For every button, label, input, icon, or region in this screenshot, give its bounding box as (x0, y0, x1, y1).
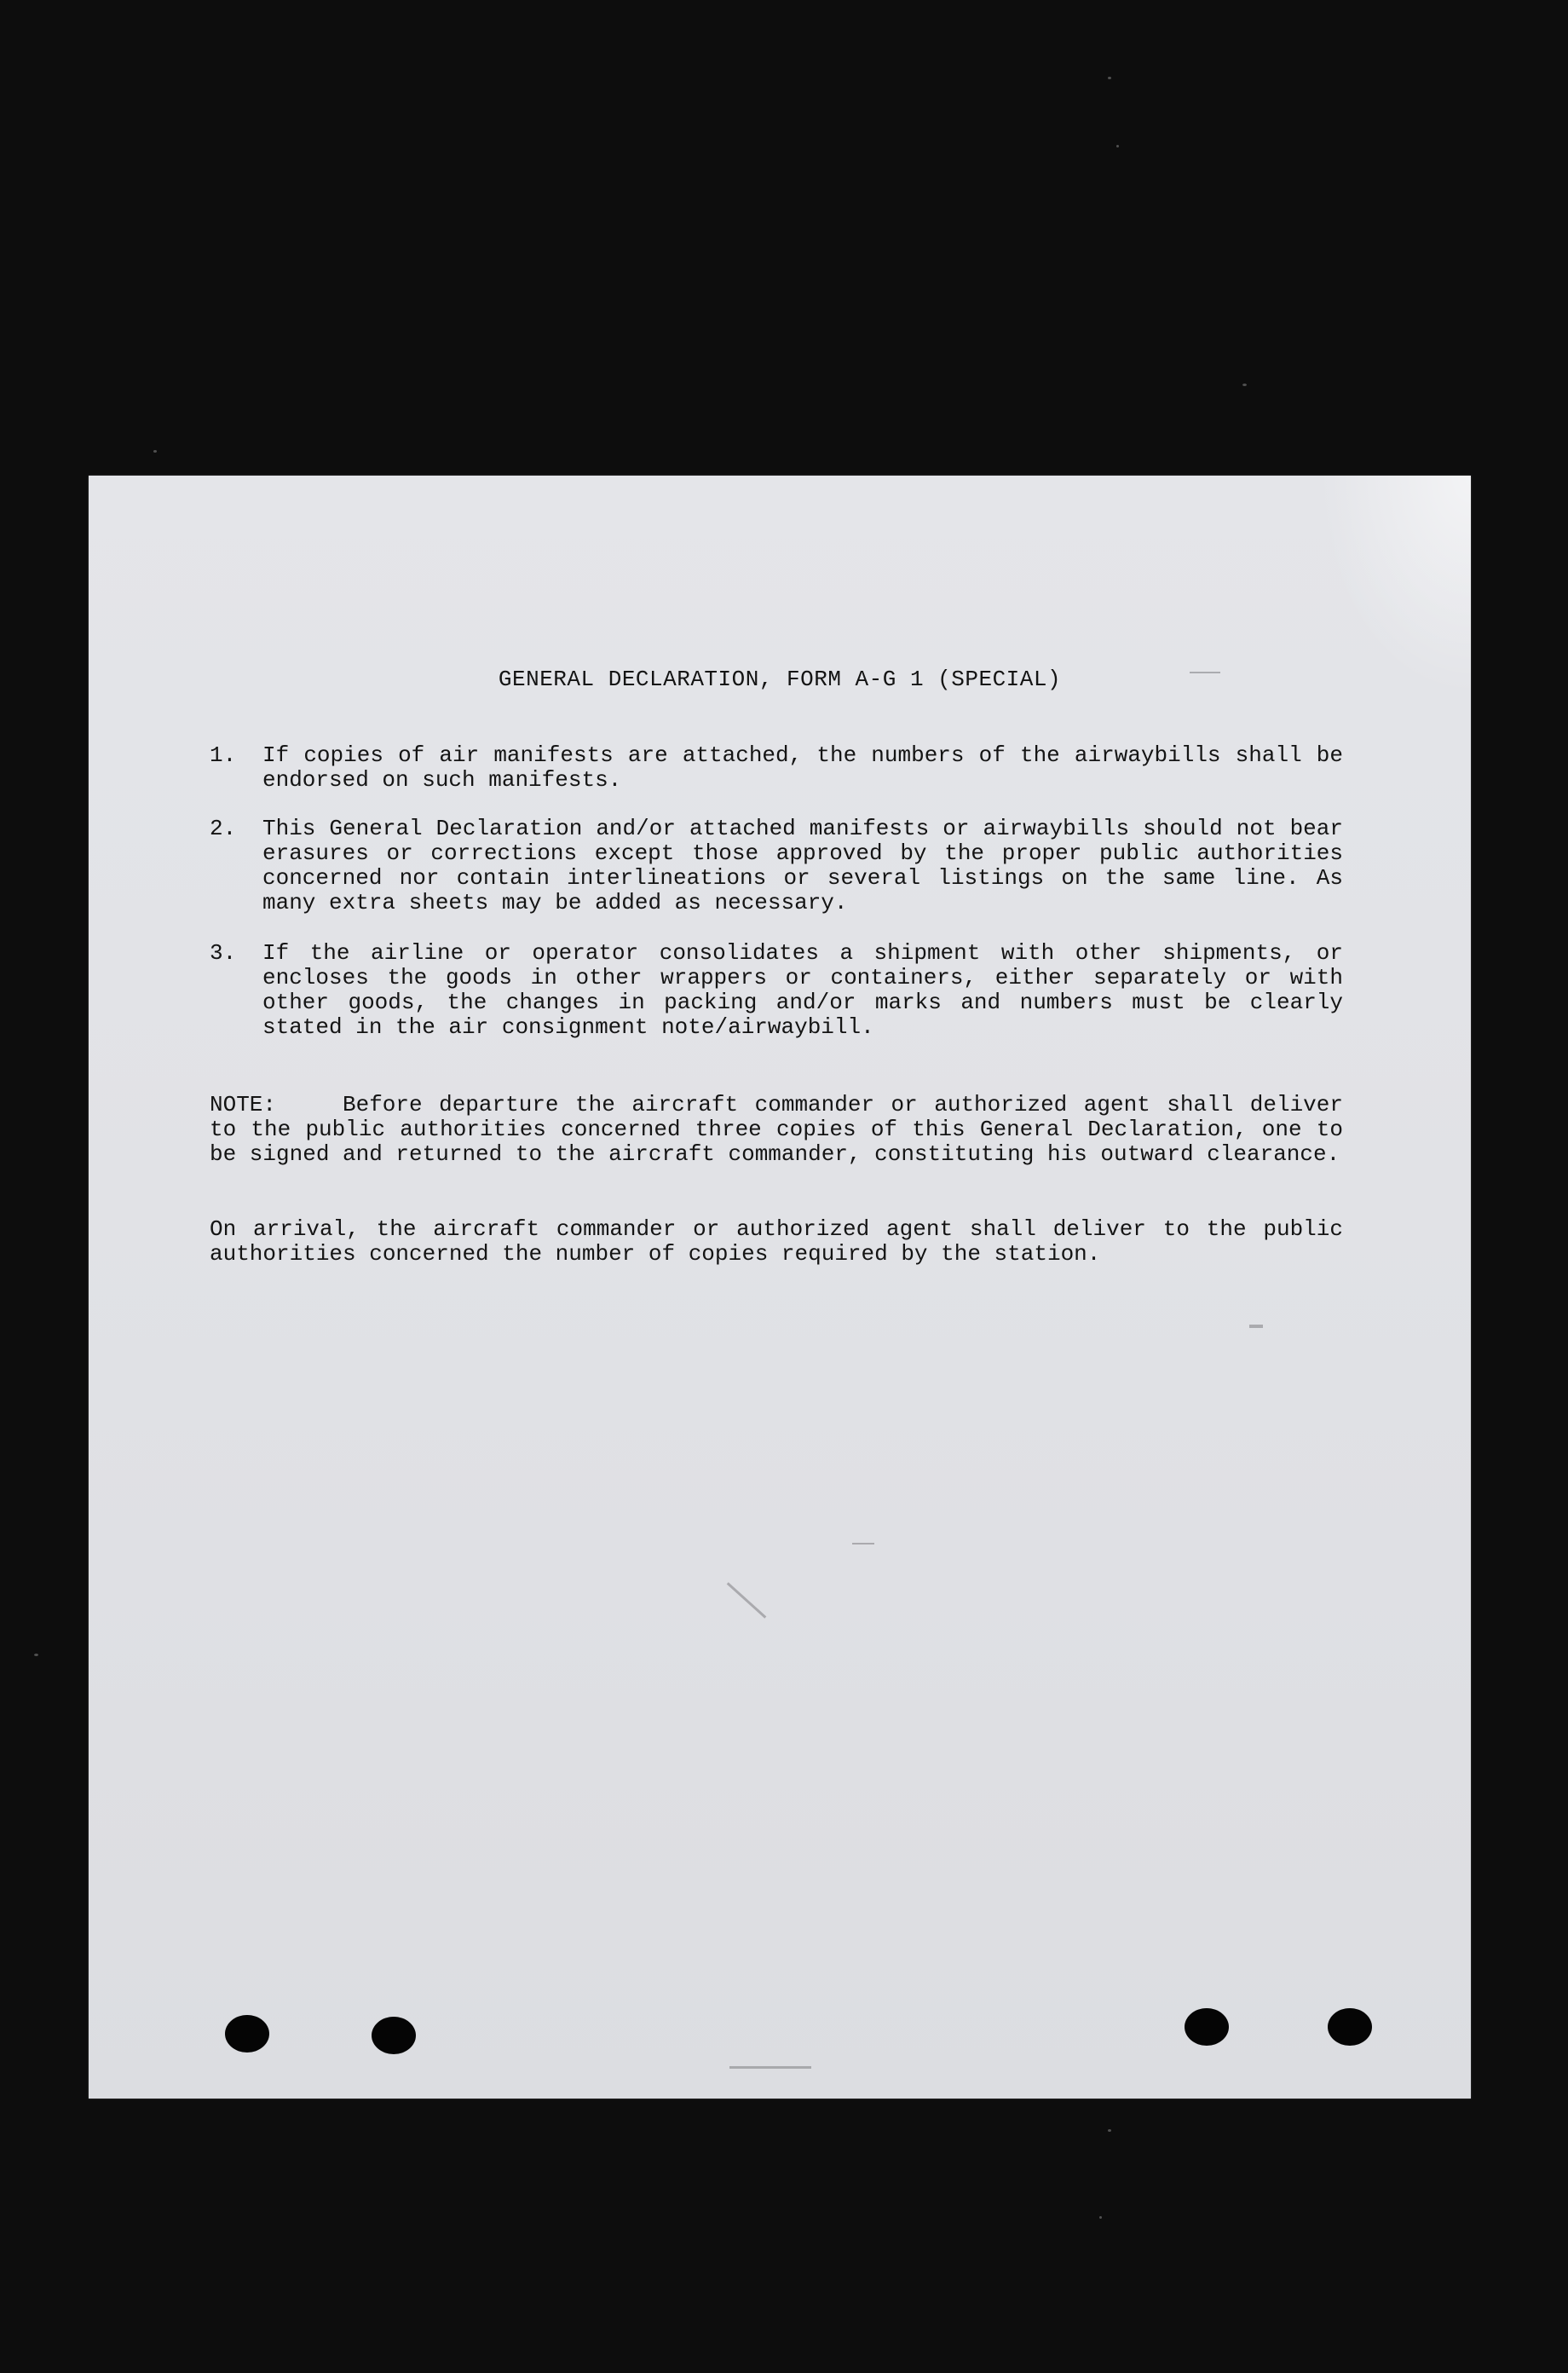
note-text: Before departure the aircraft commander or authorized agent shall deliver to the public authorities concerned three copies of this General Declaration, one to be signed and returned to the aircraft commander, constituting his outward clearance. (210, 1092, 1343, 1167)
arrival-paragraph: On arrival, the aircraft commander or authorized agent shall deliver to the public authorities concerned the number of copies required by the station. (210, 1216, 1343, 1267)
note-label: NOTE: (210, 1092, 277, 1117)
paper-mark (1249, 1325, 1263, 1328)
item-text: If copies of air manifests are attached, the numbers of the airwaybills shall be endorsed on such manifests. (262, 742, 1343, 793)
punch-hole (1185, 2008, 1229, 2046)
document-title: GENERAL DECLARATION, FORM A-G 1 (SPECIAL) (498, 667, 1062, 692)
background-speck (34, 1654, 38, 1656)
paper-mark (852, 1543, 874, 1544)
punch-hole (225, 2015, 269, 2053)
paper-mark (1190, 672, 1220, 673)
background-speck (1116, 145, 1119, 147)
paper-mark (729, 2066, 811, 2069)
item-text: This General Declaration and/or attached manifests or airwaybills should not bear erasures or corrections except those approved by the proper public authorities concerned nor contain interlineations or several listings on the same line. As many extra sheets may be added as necessary. (262, 816, 1343, 915)
background-speck (1099, 2216, 1102, 2219)
item-number: 2. (210, 816, 237, 841)
paper-mark (727, 1582, 767, 1618)
list-item (210, 817, 1343, 917)
note-paragraph (210, 1093, 1343, 1167)
background-speck (1108, 77, 1111, 79)
document-sheet (89, 476, 1471, 2099)
list-item (210, 743, 1343, 794)
background-speck (1242, 384, 1247, 386)
item-number: 3. (210, 940, 237, 966)
list-item (210, 941, 1343, 1042)
item-number: 1. (210, 742, 237, 768)
background-speck (1108, 2129, 1111, 2132)
item-text: If the airline or operator consolidates a shipment with other shipments, or encloses the goods in other wrappers or containers, either separately or with other goods, the changes in packing and/or marks and numbers must be clearly stated in the air consignment note/airwaybill. (262, 940, 1343, 1040)
punch-hole (372, 2017, 416, 2054)
punch-hole (1328, 2008, 1372, 2046)
background-speck (153, 450, 157, 453)
